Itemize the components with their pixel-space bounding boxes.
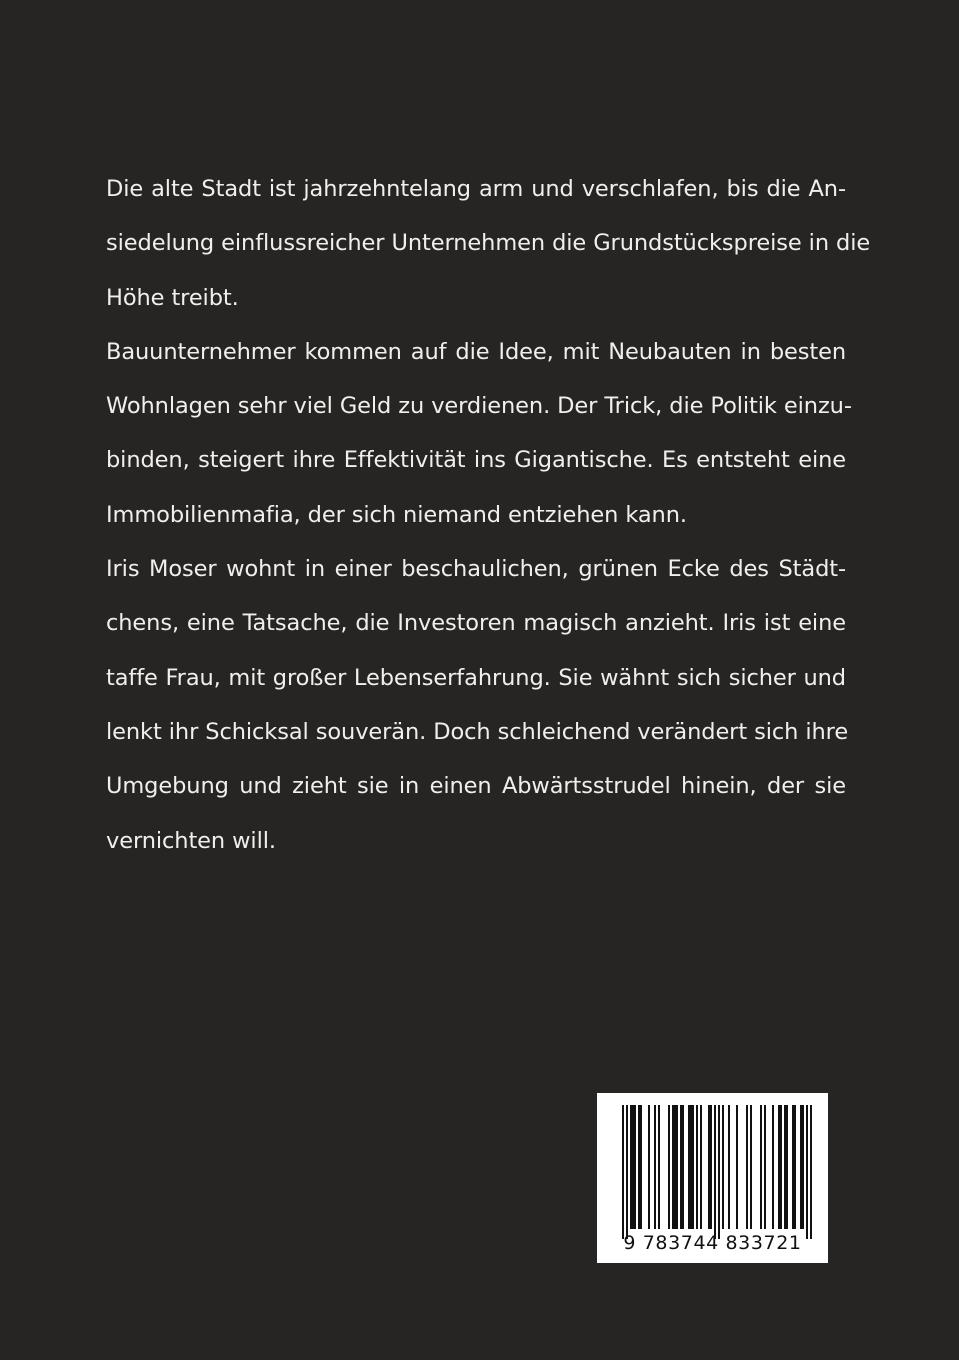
blurb-line: Iris Moser wohnt in einer beschaulichen, grünen Ecke des Städt- (106, 556, 846, 583)
barcode-bar (736, 1105, 738, 1229)
barcode-bar (668, 1105, 670, 1229)
barcode-bar (696, 1105, 698, 1229)
barcode-bar (810, 1105, 812, 1239)
barcode-bar (802, 1105, 804, 1229)
barcode-bar (714, 1105, 716, 1239)
barcode-bar (784, 1105, 786, 1229)
blurb-line: Bauunternehmer kommen auf die Idee, mit Neubauten in besten (106, 338, 846, 365)
barcode-bar (718, 1105, 720, 1239)
blurb-line: siedelung einflussreicher Unternehmen die Grundstückspreise in die (106, 230, 871, 257)
barcode-bar (626, 1105, 628, 1239)
barcode-bar (672, 1105, 674, 1229)
barcode-bar (682, 1105, 684, 1229)
barcode-bar (806, 1105, 808, 1239)
barcode-bar (722, 1105, 724, 1229)
barcode-bar (792, 1105, 794, 1229)
barcode-bar (676, 1105, 678, 1229)
barcode-bar (692, 1105, 694, 1229)
blurb-line: Umgebung und zieht sie in einen Abwärtsstrudel hinein, der sie (106, 773, 846, 800)
barcode-bar (746, 1105, 748, 1229)
barcode-bar (658, 1105, 660, 1229)
barcode-bar (638, 1105, 640, 1229)
barcode-bar (622, 1105, 624, 1239)
barcode-bar (778, 1105, 780, 1229)
barcode-bar (688, 1105, 690, 1229)
barcode-bar (728, 1105, 730, 1229)
barcode-bar (764, 1105, 766, 1229)
barcode-bar (632, 1105, 634, 1229)
barcode-bar (710, 1105, 712, 1229)
barcode-bar (772, 1105, 774, 1229)
barcode-bar (654, 1105, 656, 1229)
barcode-bar (794, 1105, 796, 1229)
blurb-line: Höhe treibt. (106, 284, 239, 311)
barcode-bar (640, 1105, 642, 1229)
blurb-line: Die alte Stadt ist jahrzehntelang arm und verschlafen, bis die An- (106, 176, 846, 202)
isbn-number: 9 783744 833721 (623, 1232, 802, 1254)
barcode-bar (780, 1105, 782, 1229)
barcode-bar (750, 1105, 752, 1229)
blurb-line: lenkt ihr Schicksal souverän. Doch schleichend verändert sich ihre (106, 718, 849, 745)
blurb-line: chens, eine Tatsache, die Investoren magisch anzieht. Iris ist eine (106, 610, 846, 637)
barcode-bar (708, 1105, 710, 1229)
barcode-bar (760, 1105, 762, 1229)
blurb-text (106, 162, 871, 868)
blurb-line: Immobilienmafia, der sich niemand entziehen kann. (106, 501, 687, 528)
barcode-bar (634, 1105, 636, 1229)
blurb-line: binden, steigert ihre Effektivität ins Gigantische. Es entsteht eine (106, 447, 846, 474)
blurb-line: taffe Frau, mit großer Lebenserfahrung. Sie wähnt sich sicher und (106, 664, 846, 691)
isbn-barcode (597, 1093, 828, 1263)
barcode-bar (786, 1105, 788, 1229)
blurb-line: vernichten will. (106, 827, 276, 854)
barcode-bar (680, 1105, 682, 1229)
barcode-bar (690, 1105, 692, 1229)
barcode-bar (648, 1105, 650, 1229)
barcode-bar (800, 1105, 802, 1229)
barcode-bar (674, 1105, 676, 1229)
barcode-bar (630, 1105, 632, 1229)
blurb-line: Wohnlagen sehr viel Geld zu verdienen. Der Trick, die Politik einzu- (106, 393, 852, 420)
barcode-bar (700, 1105, 702, 1229)
